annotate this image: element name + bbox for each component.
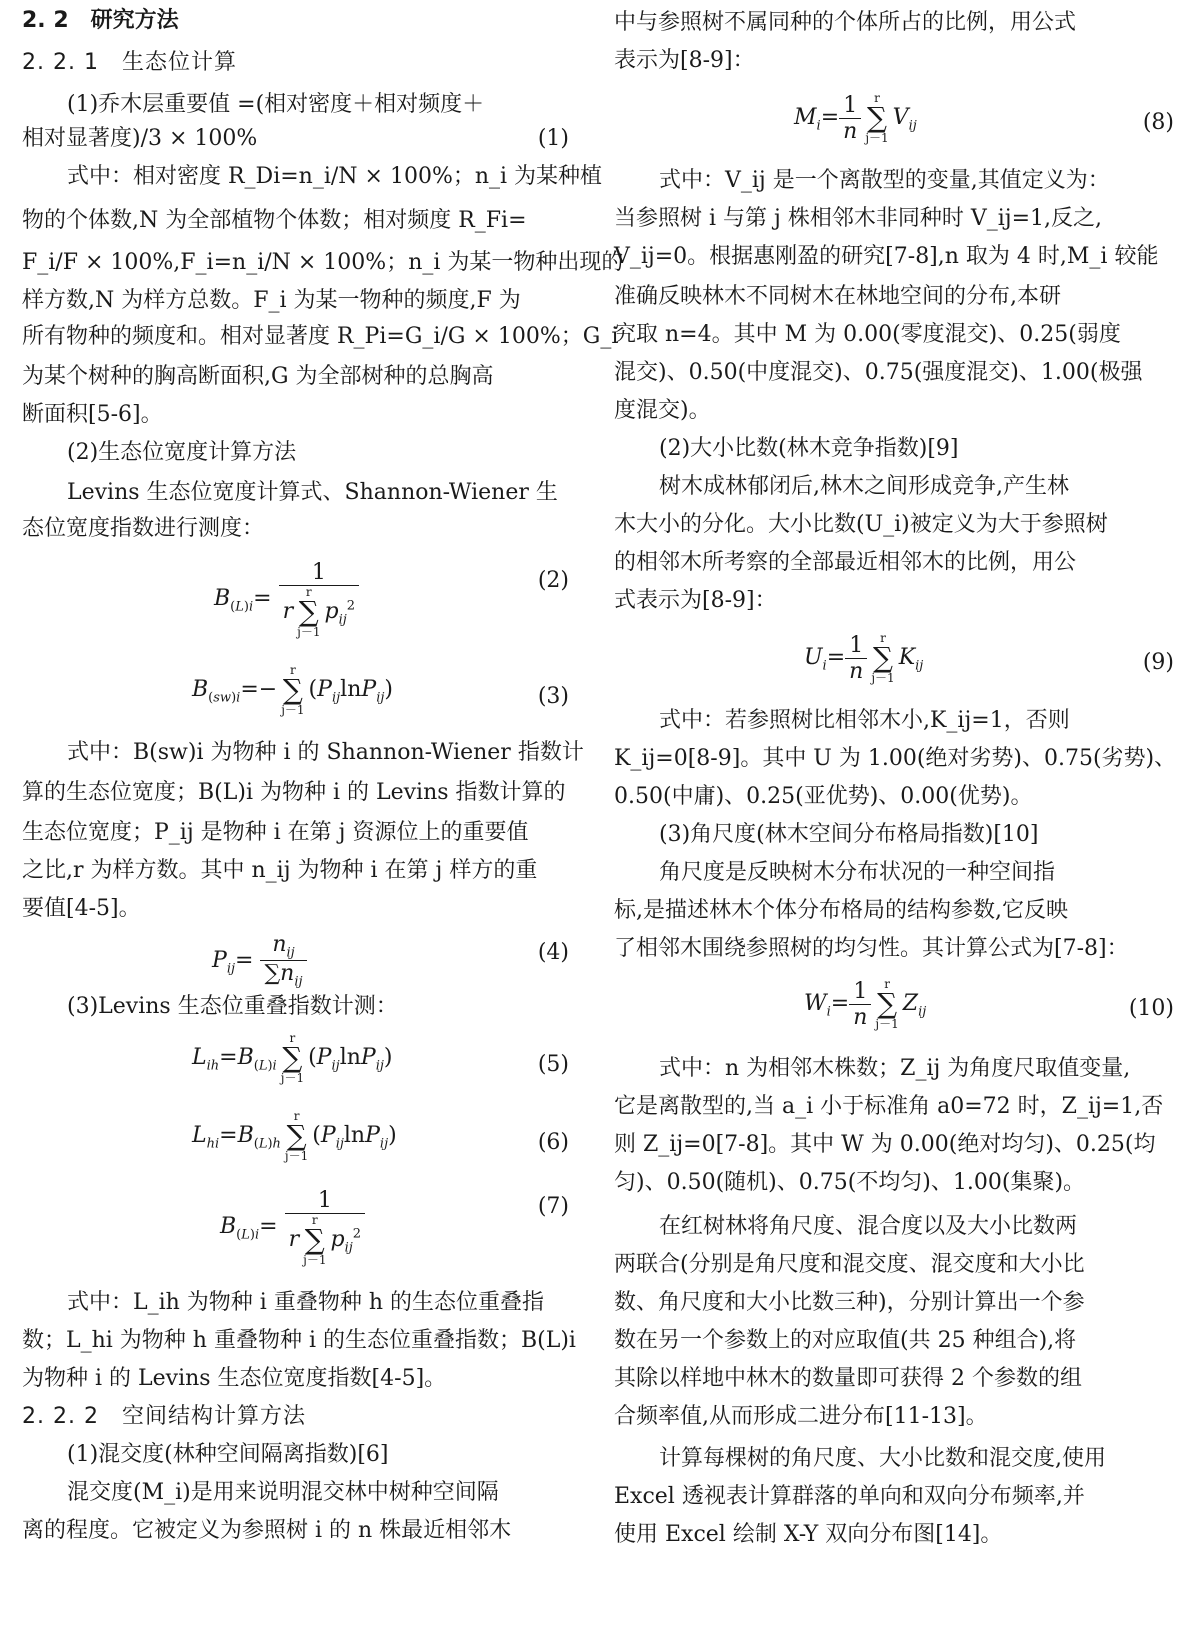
text-line: 态位宽度指数进行测度： (22, 516, 265, 541)
text-line: (2)生态位宽度计算方法 (67, 440, 297, 465)
text-line: 式中：V_ij 是一个离散型的变量,其值定义为： (659, 168, 1110, 193)
equation-body: $B_{(L)i}=$ 1 rr ∑ $j-1p_{ij}^2$ (220, 1188, 365, 1266)
text-line: 度混交)。 (614, 398, 711, 423)
text-line: 它是离散型的,当 a_i 小于标准角 a0=72 时，Z_ij=1,否 (614, 1094, 1164, 1119)
text-line: 要值[4-5]。 (22, 896, 141, 921)
equation-number: (1) (537, 126, 569, 151)
text-line: 数在另一个参数上的对应取值(共 25 种组合),将 (614, 1328, 1077, 1353)
equation-number: (10) (1128, 996, 1174, 1021)
equation-body: $P_{ij}=$ $\frac{n_{ij}}{\sum n_{ij}}$ (212, 932, 307, 990)
section-heading-2-2-2: 2. 2. 2 空间结构计算方法 (22, 1404, 306, 1429)
equation-number: (8) (1142, 110, 1174, 135)
equation-body: $L_{hi}=B_{(L)h}r$ ∑ $j-1(P_{ij}\ln P_{ij})$ (192, 1109, 397, 1163)
text-line: 中与参照树不属同种的个体所占的比例，用公式 (614, 10, 1077, 35)
text-line: 两联合(分别是角尺度和混交度、混交度和大小比 (614, 1252, 1085, 1277)
text-line: 究取 n=4。其中 M 为 0.00(零度混交)、0.25(弱度 (614, 322, 1121, 347)
text-line: 式中：若参照树比相邻木小,K_ij=1，否则 (659, 708, 1070, 733)
equation-number: (6) (537, 1130, 569, 1155)
text-line: 合频率值,从而形成二进分布[11-13]。 (614, 1404, 988, 1429)
equation-3 (22, 664, 577, 734)
text-line: (3)Levins 生态位重叠指数计测： (67, 994, 398, 1019)
equation-8 (614, 92, 1182, 162)
text-line: 式中：L_ih 为物种 i 重叠物种 h 的生态位重叠指 (67, 1290, 544, 1315)
text-line: 使用 Excel 绘制 X-Y 双向分布图[14]。 (614, 1522, 1003, 1547)
text-line: 的相邻木所考察的全部最近相邻木的比例，用公 (614, 550, 1077, 575)
fraction: 1 rr ∑ $j-1p_{ij}^2$ (285, 1188, 365, 1266)
text-line: 在红树林将角尺度、混合度以及大小比数两 (659, 1214, 1078, 1239)
text-line: 当参照树 i 与第 j 株相邻木非同种时 V_ij=1,反之, (614, 206, 1102, 231)
text-line: V_ij=0。根据惠刚盈的研究[7-8],n 取为 4 时,M_i 较能 (614, 244, 1159, 269)
text-line: 相对显著度)/3 × 100% (1) (22, 124, 577, 154)
text-line: 断面积[5-6]。 (22, 402, 163, 427)
text-line: K_ij=0[8-9]。其中 U 为 1.00(绝对劣势)、0.75(劣势)、 (614, 746, 1177, 771)
text-line: 样方数,N 为样方总数。F_i 为某一物种的频度,F 为 (22, 288, 521, 313)
equation-5 (22, 1032, 577, 1106)
text-line: 匀)、0.50(随机)、0.75(不均匀)、1.00(集聚)。 (614, 1170, 1086, 1195)
equation-10 (614, 978, 1182, 1050)
equation-number: (9) (1142, 650, 1174, 675)
equation-body: $U_i=$ $\frac{1}{n}$ r ∑ $j-1K_{ij}$ (804, 631, 924, 685)
text-line: Excel 透视表计算群落的单向和双向分布频率,并 (614, 1484, 1085, 1509)
text-line: 混交度(M_i)是用来说明混交林中树种空间隔 (67, 1480, 499, 1505)
text-line: 物的个体数,N 为全部植物个体数；相对频度 R_Fi= (22, 208, 527, 233)
text-line: F_i/F × 100%,F_i=n_i/N × 100%；n_i 为某一物种出现的 (22, 250, 624, 275)
text-line: 所有物种的频度和。相对显著度 R_Pi=G_i/G × 100%；G_i (22, 324, 619, 349)
text-line: 式中：相对密度 R_Di=n_i/N × 100%；n_i 为某种植 (67, 164, 603, 189)
text-line: 数；L_hi 为物种 h 重叠物种 i 的生态位重叠指数；B(L)i (22, 1328, 576, 1353)
text-line: 木大小的分化。大小比数(U_i)被定义为大于参照树 (614, 512, 1108, 537)
text-line: 混交)、0.50(中度混交)、0.75(强度混交)、1.00(极强 (614, 360, 1143, 385)
equation-body: $W_i=$ $\frac{1}{n}$ r ∑ $j-1Z_{ij}$ (804, 977, 927, 1031)
text-line: 算的生态位宽度；B(L)i 为物种 i 的 Levins 指数计算的 (22, 780, 566, 805)
text-line: 则 Z_ij=0[7-8]。其中 W 为 0.00(绝对均匀)、0.25(均 (614, 1132, 1156, 1157)
text-line: 树木成林郁闭后,林木之间形成竞争,产生林 (659, 474, 1069, 499)
text-line: (2)大小比数(林木竞争指数)[9] (659, 436, 959, 461)
text-line: 其除以样地中林木的数量即可获得 2 个参数的组 (614, 1366, 1082, 1391)
equation-number: (4) (537, 940, 569, 965)
text-line: 0.50(中庸)、0.25(亚优势)、0.00(优势)。 (614, 784, 1033, 809)
fraction: $\frac{n_{ij}}{\sum n_{ij}}$ (260, 932, 306, 990)
equation-2 (22, 560, 577, 660)
equation-9 (614, 632, 1182, 702)
section-heading-2-2-1: 2. 2. 1 生态位计算 (22, 50, 237, 75)
text-line: 离的程度。它被定义为参照树 i 的 n 株最近相邻木 (22, 1518, 512, 1543)
text-line: 之比,r 为样方数。其中 n_ij 为物种 i 在第 j 样方的重 (22, 858, 538, 883)
text-line: 式中：B(sw)i 为物种 i 的 Shannon-Wiener 指数计 (67, 740, 584, 765)
fraction: 1 rr ∑ $j-1p_{ij}^2$ (279, 560, 359, 638)
equation-4 (22, 932, 577, 988)
text-line: 为物种 i 的 Levins 生态位宽度指数[4-5]。 (22, 1366, 447, 1391)
section-heading-2-2: 2. 2 研究方法 (22, 8, 179, 33)
equation-number: (7) (537, 1194, 569, 1219)
equation-number: (3) (537, 684, 569, 709)
equation-7 (22, 1188, 577, 1284)
text-line: 标,是描述林木个体分布格局的结构参数,它反映 (614, 898, 1068, 923)
equation-6 (22, 1110, 577, 1184)
text-line: 计算每棵树的角尺度、大小比数和混交度,使用 (659, 1446, 1106, 1471)
text-line: 准确反映林木不同树木在林地空间的分布,本研 (614, 284, 1061, 309)
equation-number: (5) (537, 1052, 569, 1077)
text-line: 为某个树种的胸高断面积,G 为全部树种的总胸高 (22, 364, 494, 389)
text-line: (1)乔木层重要值 =(相对密度＋相对频度＋ (67, 92, 485, 117)
text-line: 式表示为[8-9]： (614, 588, 777, 613)
equation-number: (2) (537, 568, 569, 593)
text-line: 表示为[8-9]： (614, 48, 755, 73)
equation-body: $L_{ih}=B_{(L)i}r$ ∑ $j-1(P_{ij}\ln P_{ij})$ (192, 1031, 393, 1085)
text-line: 生态位宽度；P_ij 是物种 i 在第 j 资源位上的重要值 (22, 820, 529, 845)
text-line: Levins 生态位宽度计算式、Shannon-Wiener 生 (67, 480, 558, 505)
text-line: 式中：n 为相邻木株数；Z_ij 为角度尺取值变量, (659, 1056, 1131, 1081)
equation-body: $B_{(sw)i}=-r$ ∑ $j-1(P_{ij}\ln P_{ij})$ (192, 663, 393, 717)
text-line: 了相邻木围绕参照树的均匀性。其计算公式为[7-8]： (614, 936, 1129, 961)
text-line: (3)角尺度(林木空间分布格局指数)[10] (659, 822, 1039, 847)
equation-body: $B_{(L)i}=$ 1 rr ∑ $j-1p_{ij}^2$ (214, 560, 359, 638)
equation-body: $M_i=$ $\frac{1}{n}$ r ∑ $j-1V_{ij}$ (794, 91, 917, 145)
text-line: (1)混交度(林种空间隔离指数)[6] (67, 1442, 389, 1467)
text-line: 数、角尺度和大小比数三种)，分别计算出一个参 (614, 1290, 1085, 1315)
text-line: 角尺度是反映树木分布状况的一种空间指 (659, 860, 1056, 885)
